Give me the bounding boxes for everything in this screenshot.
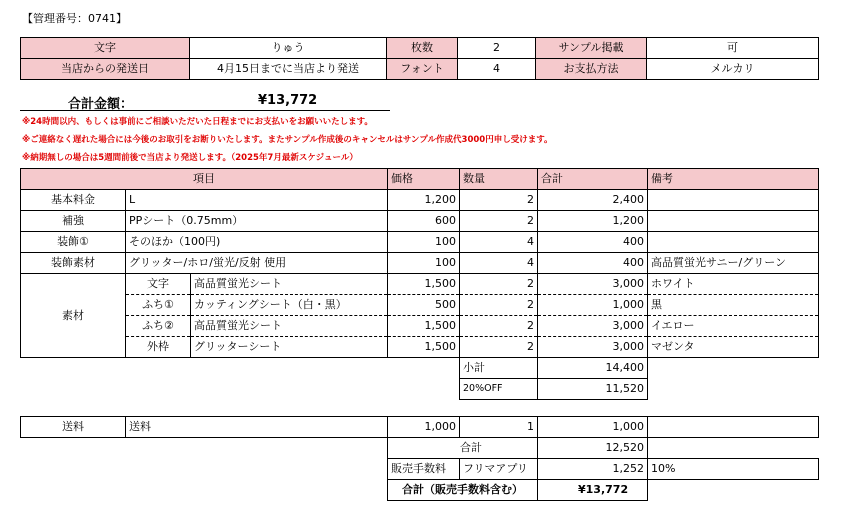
- row-price: 100: [388, 253, 460, 274]
- fee-value: 1,252: [538, 459, 648, 480]
- material-sub: ふち②: [126, 316, 191, 337]
- shipping-label: 送料: [21, 417, 126, 438]
- total-underline: [20, 110, 390, 111]
- row-remarks: [648, 190, 819, 211]
- material-qty: 2: [460, 274, 538, 295]
- row-price: 100: [388, 232, 460, 253]
- shipping-item: 送料: [126, 417, 388, 438]
- row-item: グリッター/ホロ/蛍光/反射 使用: [126, 253, 388, 274]
- table-row: [21, 295, 819, 316]
- shipping-row: [21, 417, 819, 438]
- row-total: 2,400: [538, 190, 648, 211]
- subtotal-label: 小計: [460, 358, 538, 379]
- management-number: 【管理番号：0741】: [22, 12, 127, 25]
- fee-app: フリマアプリ: [460, 459, 538, 480]
- material-qty: 2: [460, 295, 538, 316]
- header-total: 合計: [538, 169, 648, 190]
- row-total: 1,200: [538, 211, 648, 232]
- header-remarks: 備考: [648, 169, 819, 190]
- fee-rate: 10%: [648, 459, 819, 480]
- note-cancel: ※ご連絡なく遅れた場合には今後のお取引をお断りいたします。またサンプル作成後のキャンセルはサンプル作成代3000円申し受けます。: [22, 135, 553, 145]
- row-qty: 4: [460, 232, 538, 253]
- material-price: 1,500: [388, 274, 460, 295]
- table-row: [21, 274, 819, 295]
- row-label: 基本料金: [21, 190, 126, 211]
- grand-total-value: ¥13,772: [538, 480, 648, 501]
- row-price: 1,200: [388, 190, 460, 211]
- material-sub: ふち①: [126, 295, 191, 316]
- sum-row: [21, 438, 819, 459]
- sheets-value: 2: [458, 38, 536, 59]
- material-remarks: マゼンタ: [648, 337, 819, 358]
- order-info-table: [20, 37, 819, 80]
- sum-label: 合計: [388, 438, 538, 459]
- material-qty: 2: [460, 316, 538, 337]
- subtotal-row: [21, 358, 819, 379]
- row-remarks: 高品質蛍光サニー/グリーン: [648, 253, 819, 274]
- material-item: 高品質蛍光シート: [191, 316, 388, 337]
- info-row-1: [21, 38, 819, 59]
- shipping-total: 1,000: [538, 417, 648, 438]
- shipping-qty: 1: [460, 417, 538, 438]
- shipping-table: [20, 416, 819, 501]
- label-ship-date: 当店からの発送日: [21, 59, 190, 80]
- ship-date-value: 4月15日までに当店より発送: [190, 59, 387, 80]
- row-item: そのほか（100円): [126, 232, 388, 253]
- material-remarks: ホワイト: [648, 274, 819, 295]
- table-row: [21, 316, 819, 337]
- material-total: 3,000: [538, 274, 648, 295]
- discount-label: 20%OFF: [460, 379, 538, 400]
- row-label: 装飾①: [21, 232, 126, 253]
- discount-value: 11,520: [538, 379, 648, 400]
- total-amount-value: ¥13,772: [258, 93, 318, 108]
- row-total: 400: [538, 232, 648, 253]
- table-row: [21, 232, 819, 253]
- label-text: 文字: [21, 38, 190, 59]
- table-row: [21, 211, 819, 232]
- material-total: 3,000: [538, 316, 648, 337]
- font-value: 4: [458, 59, 536, 80]
- material-remarks: 黒: [648, 295, 819, 316]
- discount-row: [21, 379, 819, 400]
- row-price: 600: [388, 211, 460, 232]
- header-qty: 数量: [460, 169, 538, 190]
- note-payment: ※24時間以内、もしくは事前にご相談いただいた日程までにお支払いをお願いいたします。: [22, 117, 373, 127]
- header-price: 価格: [388, 169, 460, 190]
- material-price: 1,500: [388, 337, 460, 358]
- fee-label: 販売手数料: [388, 459, 460, 480]
- material-sub: 外枠: [126, 337, 191, 358]
- info-row-2: [21, 59, 819, 80]
- grand-total-row: [21, 480, 819, 501]
- items-table: [20, 168, 819, 400]
- row-qty: 2: [460, 211, 538, 232]
- row-item: L: [126, 190, 388, 211]
- row-remarks: [648, 211, 819, 232]
- table-row: [21, 337, 819, 358]
- row-qty: 4: [460, 253, 538, 274]
- fee-row: [21, 459, 819, 480]
- total-amount-label: 合計金額：: [68, 97, 134, 112]
- label-sample: サンプル掲載: [536, 38, 647, 59]
- sum-value: 12,520: [538, 438, 648, 459]
- label-sheets: 枚数: [387, 38, 458, 59]
- material-item: カッティングシート（白・黒）: [191, 295, 388, 316]
- items-header-row: [21, 169, 819, 190]
- material-price: 500: [388, 295, 460, 316]
- sample-value: 可: [647, 38, 819, 59]
- note-schedule: ※納期無しの場合は5週間前後で当店より発送します。（2025年7月最新スケジュール）: [22, 153, 358, 163]
- label-payment: お支払方法: [536, 59, 647, 80]
- row-total: 400: [538, 253, 648, 274]
- material-sub: 文字: [126, 274, 191, 295]
- payment-value: メルカリ: [647, 59, 819, 80]
- grand-total-label: 合計（販売手数料含む）: [388, 480, 538, 501]
- material-total: 1,000: [538, 295, 648, 316]
- table-row: [21, 190, 819, 211]
- material-total: 3,000: [538, 337, 648, 358]
- label-font: フォント: [387, 59, 458, 80]
- row-label: 装飾素材: [21, 253, 126, 274]
- header-item: 項目: [21, 169, 388, 190]
- material-item: 高品質蛍光シート: [191, 274, 388, 295]
- material-remarks: イエロー: [648, 316, 819, 337]
- table-row: [21, 253, 819, 274]
- row-remarks: [648, 232, 819, 253]
- row-qty: 2: [460, 190, 538, 211]
- shipping-price: 1,000: [388, 417, 460, 438]
- row-item: PPシート（0.75mm）: [126, 211, 388, 232]
- material-price: 1,500: [388, 316, 460, 337]
- material-qty: 2: [460, 337, 538, 358]
- material-item: グリッターシート: [191, 337, 388, 358]
- material-label: 素材: [21, 274, 126, 358]
- text-value: りゅう: [190, 38, 387, 59]
- row-label: 補強: [21, 211, 126, 232]
- subtotal-value: 14,400: [538, 358, 648, 379]
